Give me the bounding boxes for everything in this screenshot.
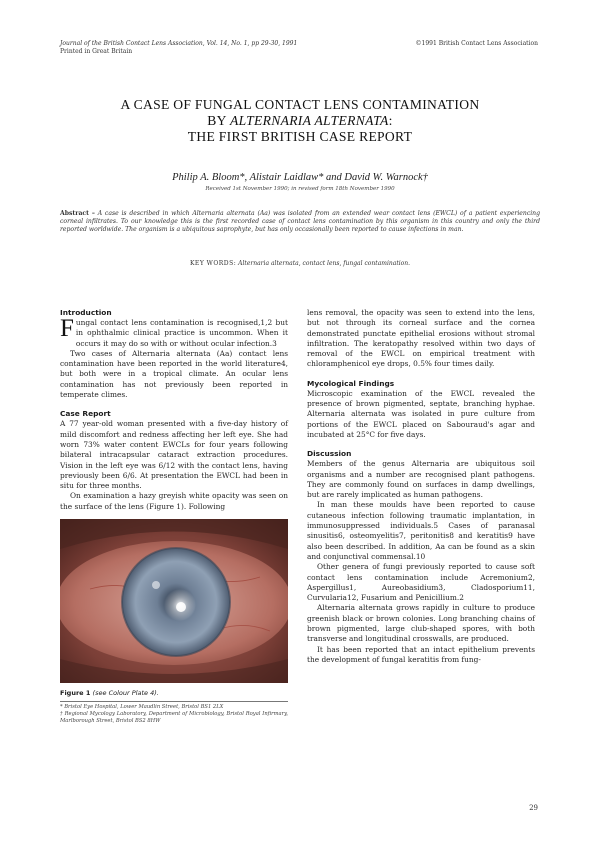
title-line-3: THE FIRST BRITISH CASE REPORT [187, 129, 413, 144]
mycological-findings-paragraph: Microscopic examination of the EWCL revealed the presence of brown pigmented, septate, branching hyphae. Alternaria alternata was isolated in pure culture from portions of the EWCL placed on Sabouraud's agar and incubated at 25°C for five days. [307, 388, 535, 439]
received-date: Received 1st November 1990; in revised form 18th November 1990 [205, 186, 395, 192]
case-report-continuation: lens removal, the opacity was seen to extend into the lens, but not through its corneal surface and the cornea demonstrated punctate epithelial erosions without stromal infiltration. The keratopathy resolved within two days of removal of the EWCL on empirical treatment with chloramphenicol eye drops, 0.5% four times daily. [307, 308, 535, 369]
discussion-paragraph-3: Other genera of fungi previously reported to cause soft contact lens contamination include Acremonium2, Aspergillus1, Aureobasidium3, Cladosporium11, Curvularia12, Fusarium and Penicillium.2 [307, 562, 535, 603]
abstract [60, 210, 540, 235]
journal-citation: Journal of the British Contact Lens Association, Vol. 14, No. 1, pp 29-30, 1991 [60, 40, 298, 47]
discussion-paragraph-1: Members of the genus Alternaria are ubiquitous soil organisms and a number are recognised plant pathogens. They are commonly found on surfaces in damp dwellings, but are rarely implicated as human pathogens. [307, 459, 535, 500]
page-number: 29 [529, 804, 538, 812]
keywords [60, 260, 540, 267]
title-line-1: A CASE OF FUNGAL CONTACT LENS CONTAMINATION [120, 97, 480, 112]
title-line-2: BY ALTERNARIA ALTERNATA: [207, 113, 393, 128]
eye-photograph-image [60, 519, 288, 683]
copyright-notice: ©1991 British Contact Lens Association [415, 40, 538, 47]
case-report-paragraph-1: A 77 year-old woman presented with a five-day history of mild discomfort and redness affecting her left eye. She had worn 73% water content EWCLs for four years following bilateral intracapsular cataract extraction procedures. Vision in the left eye was 6/12 with the contact lens, having previously been 6/6. At presentation the EWCL had been in situ for three months. [60, 419, 288, 491]
author-list: Philip A. Bloom*, Alistair Laidlaw* and David W. Warnock† [172, 172, 428, 183]
keywords-list: Alternaria alternata, contact lens, fungal contamination. [238, 260, 411, 267]
figure-caption: Figure 1 (see Colour Plate 4). [60, 689, 159, 698]
discussion-paragraph-5: It has been reported that an intact epithelium prevents the development of fungal keratitis from fung- [307, 644, 535, 664]
introduction-paragraph-1: Fungal contact lens contamination is recognised,1,2 but in ophthalmic clinical practice is uncommon. When it occurs it may do so with or without ocular infection.3 [60, 315, 288, 348]
keywords-label: KEY WORDS: [189, 260, 237, 267]
abstract-label: Abstract – [60, 210, 95, 217]
drop-cap: F [60, 315, 74, 342]
article-title [40, 97, 560, 145]
right-column [307, 308, 535, 665]
affiliation-footnotes [60, 701, 288, 724]
discussion-paragraph-4: Alternaria alternata grows rapidly in culture to produce greenish black or brown colonies. Long branching chains of brown pigmented, large club-shaped spores, with both transverse and longitudinal crosswalls, are produced. [307, 603, 535, 644]
discussion-heading: Discussion [307, 449, 352, 459]
case-report-heading: Case Report [60, 409, 111, 419]
case-report-paragraph-2: On examination a hazy greyish white opacity was seen on the surface of the lens (Figure 1). Following [60, 491, 288, 511]
introduction-heading: Introduction [60, 308, 112, 317]
discussion-paragraph-2: In man these moulds have been reported to cause cutaneous infection following traumatic implantation, in immunosuppressed individuals.5 Cases of paranasal sinusitis6, osteomyelitis7, peritonitis8 and keratitis9 have also been described. In addition, Aa can be found as a skin and conjunctival commensal.10 [307, 500, 535, 561]
printed-in-line: Printed in Great Britain [60, 48, 133, 55]
introduction-paragraph-2: Two cases of Alternaria alternata (Aa) contact lens contamination have been reported in the world literature4, but both were in a tropical climate. An ocular lens contamination has not previously been reported in temperate climes. [60, 348, 288, 400]
footnote-2: † Regional Mycology Laboratory, Department of Microbiology, Bristol Royal Infirmary, Marlborough Street, Bristol BS2 8HW [60, 710, 288, 724]
title-species: ALTERNARIA ALTERNATA [229, 113, 389, 128]
footnote-1: * Bristol Eye Hospital, Lower Maudlin Street, Bristol BS1 2LX [60, 704, 224, 711]
abstract-text: A case is described in which Alternaria alternata (Aa) was isolated from an extended wear contact lens (EWCL) of a patient experiencing corneal infiltrates. To our knowledge this is the first recorded case of contact lens contamination by this organism in this country and only the third reported worldwide. The organism is a ubiquitous saprophyte, but has only occasionally been reported to cause infections in man. [60, 210, 541, 234]
eye-photograph [60, 519, 288, 683]
left-column [60, 308, 288, 724]
mycological-findings-heading: Mycological Findings [307, 378, 395, 388]
running-header-left [60, 40, 360, 56]
